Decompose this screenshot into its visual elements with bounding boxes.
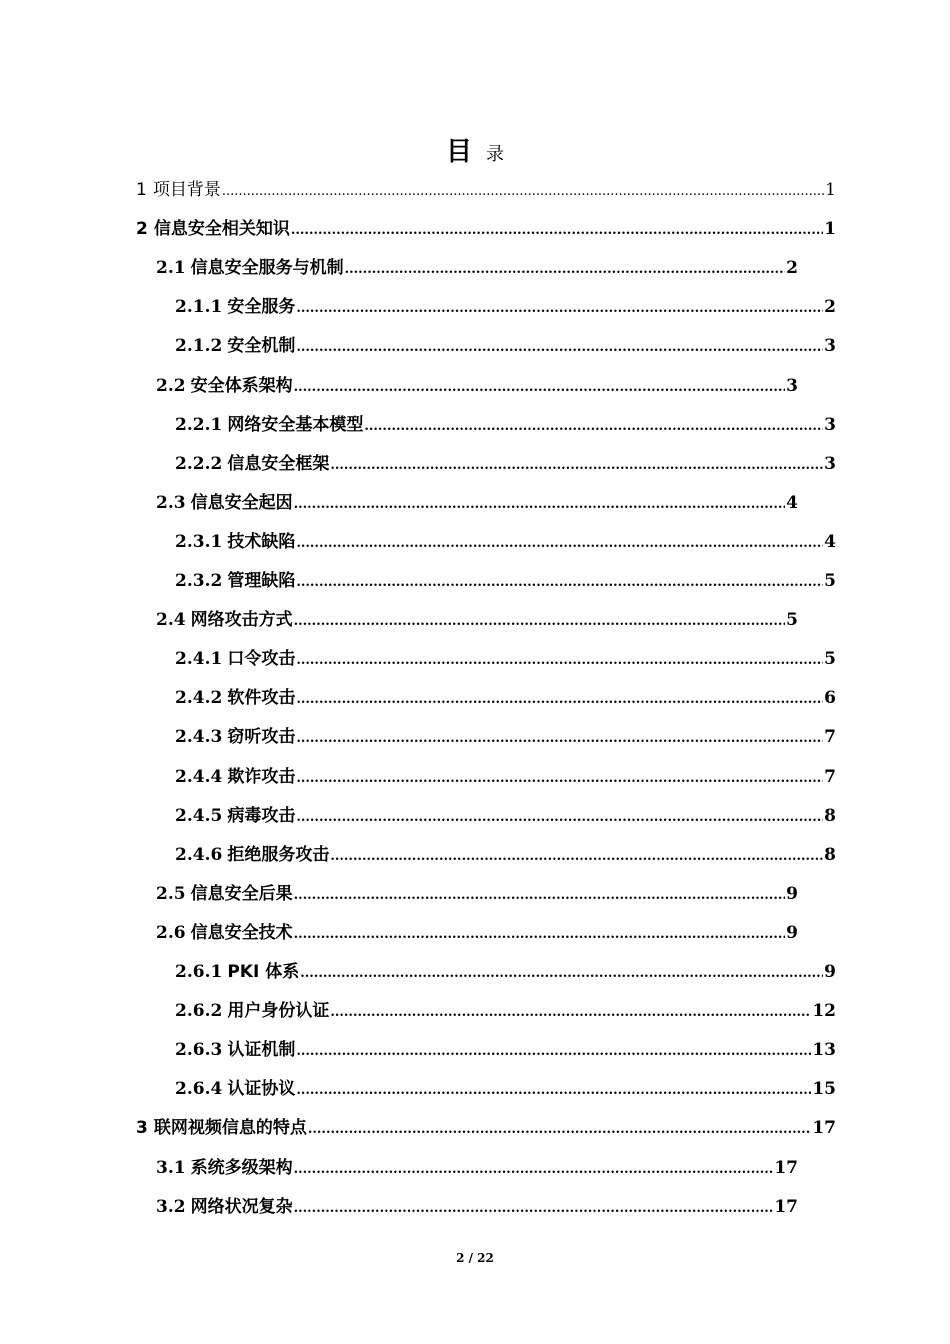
toc-entry-page: 5 bbox=[824, 571, 836, 591]
toc-entry[interactable] bbox=[175, 530, 836, 554]
toc-entry-page: 9 bbox=[786, 883, 798, 904]
toc-entry[interactable] bbox=[156, 256, 798, 280]
toc-entry-label: 窃听攻击 bbox=[227, 727, 296, 748]
toc-entry[interactable] bbox=[136, 1116, 836, 1140]
toc-title-main: 目 bbox=[445, 137, 472, 167]
page-footer: 2 / 22 bbox=[456, 1251, 494, 1265]
toc-entry-label: 技术缺陷 bbox=[227, 531, 296, 552]
toc-entry-number: 2.6.2 bbox=[175, 1001, 223, 1022]
toc-entry[interactable] bbox=[175, 725, 836, 749]
toc-entry-label: 项目背景 bbox=[152, 180, 221, 200]
toc-entry-number: 2.4.1 bbox=[175, 649, 223, 670]
toc-entry-page: 8 bbox=[824, 844, 836, 865]
toc-entry-page: 6 bbox=[824, 688, 836, 709]
toc-entry[interactable] bbox=[156, 608, 798, 632]
toc-dot-leader bbox=[296, 1079, 811, 1103]
toc-entry-label: 信息安全框架 bbox=[227, 453, 330, 474]
toc-entry[interactable] bbox=[156, 374, 798, 398]
toc-entry-label: 信息安全后果 bbox=[190, 883, 293, 904]
toc-entry[interactable] bbox=[175, 295, 836, 319]
toc-dot-leader bbox=[294, 884, 786, 908]
toc-entry-label: 系统多级架构 bbox=[190, 1157, 293, 1178]
toc-title-sub: 录 bbox=[486, 144, 504, 165]
toc-entry-page: 3 bbox=[786, 375, 798, 396]
toc-dot-leader bbox=[330, 845, 823, 869]
toc-entry-page: 9 bbox=[824, 962, 836, 982]
toc-dot-leader bbox=[294, 1158, 774, 1182]
toc-dot-leader bbox=[222, 180, 824, 204]
toc-entry-label: 口令攻击 bbox=[227, 649, 296, 670]
toc-entry-page: 9 bbox=[786, 922, 798, 943]
toc-entry-number: 3 bbox=[136, 1118, 148, 1139]
toc-entry-page: 2 bbox=[786, 258, 798, 279]
toc-entry-page: 17 bbox=[812, 1118, 836, 1139]
toc-entry-page: 15 bbox=[812, 1079, 836, 1100]
toc-entry-label: 认证机制 bbox=[227, 1040, 296, 1061]
toc-entry-label: 安全机制 bbox=[227, 336, 296, 357]
toc-dot-leader bbox=[296, 806, 823, 830]
toc-entry-number: 2.5 bbox=[156, 883, 186, 904]
toc-dot-leader bbox=[300, 962, 823, 986]
toc-entry[interactable] bbox=[156, 491, 798, 515]
toc-entry[interactable] bbox=[175, 334, 836, 358]
toc-entry-page: 3 bbox=[824, 453, 836, 474]
toc-entry[interactable] bbox=[156, 921, 798, 945]
toc-dot-leader bbox=[296, 297, 823, 321]
toc-entry-number: 2.2 bbox=[156, 375, 186, 396]
toc-entry-number: 2.4 bbox=[156, 610, 186, 631]
toc-entry-number: 2.6.1 bbox=[175, 962, 223, 982]
toc-entry[interactable] bbox=[175, 647, 836, 671]
toc-dot-leader bbox=[364, 415, 823, 439]
toc-entry-label: 软件攻击 bbox=[227, 688, 296, 709]
toc-entry-label: 联网视频信息的特点 bbox=[153, 1118, 307, 1139]
toc-entry-number: 2.6 bbox=[156, 922, 186, 943]
toc-dot-leader bbox=[294, 493, 786, 517]
toc-entry[interactable] bbox=[175, 804, 836, 828]
toc-dot-leader bbox=[296, 649, 823, 673]
toc-entry-label: 信息安全技术 bbox=[190, 922, 293, 943]
toc-entry-number: 2.2.2 bbox=[175, 453, 223, 474]
toc-entry-page: 1 bbox=[824, 219, 836, 240]
toc-entry[interactable] bbox=[175, 413, 836, 437]
toc-entry-label: 信息安全相关知识 bbox=[153, 219, 290, 240]
toc-entry-page: 12 bbox=[812, 1001, 836, 1022]
toc-entry-page: 1 bbox=[825, 180, 836, 200]
toc-dot-leader bbox=[296, 532, 823, 556]
toc-entry[interactable] bbox=[175, 843, 836, 867]
toc-entry[interactable] bbox=[175, 1038, 836, 1062]
toc-dot-leader bbox=[296, 571, 823, 595]
toc-entry[interactable] bbox=[156, 1156, 798, 1180]
toc-entry[interactable] bbox=[175, 452, 836, 476]
toc-dot-leader bbox=[296, 1040, 811, 1064]
toc-entry-page: 13 bbox=[812, 1040, 836, 1061]
toc-entry-page: 2 bbox=[824, 297, 836, 318]
toc-dot-leader bbox=[296, 767, 823, 791]
toc-dot-leader bbox=[345, 258, 786, 282]
toc-dot-leader bbox=[294, 923, 786, 947]
toc-entry-page: 8 bbox=[824, 805, 836, 826]
toc-entry-page: 5 bbox=[824, 649, 836, 670]
toc-entry-page: 5 bbox=[786, 610, 798, 631]
toc-entry-page: 7 bbox=[824, 727, 836, 748]
toc-entry-number: 2.6.3 bbox=[175, 1040, 223, 1061]
toc-entry-label: 病毒攻击 bbox=[227, 805, 296, 826]
toc-entry-label: 信息安全起因 bbox=[190, 492, 293, 513]
toc-entry-label: 安全服务 bbox=[227, 297, 296, 318]
toc-entry-label: PKI 体系 bbox=[227, 962, 300, 982]
toc-entry-number: 2.1.2 bbox=[175, 336, 223, 357]
toc-entry-number: 2.4.5 bbox=[175, 805, 223, 826]
toc-dot-leader bbox=[294, 610, 786, 634]
toc-dot-leader bbox=[330, 454, 823, 478]
toc-entry-number: 1 bbox=[136, 180, 147, 200]
toc-entry-page: 7 bbox=[824, 766, 836, 787]
toc-entry-label: 欺诈攻击 bbox=[227, 766, 296, 787]
toc-entry-page: 3 bbox=[824, 336, 836, 357]
toc-entry[interactable] bbox=[156, 882, 798, 906]
toc-entry[interactable] bbox=[136, 178, 836, 202]
toc-entry-label: 网络攻击方式 bbox=[190, 610, 293, 631]
toc-entry[interactable] bbox=[175, 999, 836, 1023]
toc-entry-number: 2.3.1 bbox=[175, 531, 223, 552]
toc-entry-page: 4 bbox=[824, 531, 836, 552]
toc-dot-leader bbox=[330, 1001, 811, 1025]
toc-entry-number: 2.3 bbox=[156, 492, 186, 513]
toc-dot-leader bbox=[296, 727, 823, 751]
toc-entry-number: 2.4.3 bbox=[175, 727, 223, 748]
toc-dot-leader bbox=[291, 219, 823, 243]
toc-entry-label: 管理缺陷 bbox=[227, 571, 296, 591]
toc-entry-label: 认证协议 bbox=[227, 1079, 296, 1100]
toc-entry-number: 2.4.4 bbox=[175, 766, 223, 787]
toc-entry-number: 2.1 bbox=[156, 258, 186, 279]
toc-entry[interactable] bbox=[156, 1195, 798, 1219]
toc-entry-number: 2.6.4 bbox=[175, 1079, 223, 1100]
toc-entry-number: 3.2 bbox=[156, 1196, 186, 1217]
toc-entry-page: 3 bbox=[824, 414, 836, 435]
toc-dot-leader bbox=[294, 1197, 774, 1221]
toc-dot-leader bbox=[294, 376, 786, 400]
toc-entry-label: 网络状况复杂 bbox=[190, 1196, 293, 1217]
toc-entry[interactable] bbox=[175, 686, 836, 710]
toc-entry-label: 拒绝服务攻击 bbox=[227, 844, 330, 865]
toc-entry-page: 17 bbox=[774, 1157, 798, 1178]
toc-entry[interactable] bbox=[175, 1077, 836, 1101]
toc-entry[interactable] bbox=[175, 765, 836, 789]
toc-entry-label: 信息安全服务与机制 bbox=[190, 258, 344, 279]
toc-entry-number: 2.3.2 bbox=[175, 571, 223, 591]
toc-dot-leader bbox=[308, 1118, 811, 1142]
toc-entry-label: 安全体系架构 bbox=[190, 375, 293, 396]
toc-entry-page: 4 bbox=[786, 492, 798, 513]
toc-entry-number: 2 bbox=[136, 219, 148, 240]
toc-entry-number: 2.4.2 bbox=[175, 688, 223, 709]
toc-entry-number: 3.1 bbox=[156, 1157, 186, 1178]
toc-entry-number: 2.2.1 bbox=[175, 414, 223, 435]
toc-dot-leader bbox=[296, 688, 823, 712]
toc-entry-label: 网络安全基本模型 bbox=[227, 414, 364, 435]
toc-entry-label: 用户身份认证 bbox=[227, 1001, 330, 1022]
toc-entry-page: 17 bbox=[774, 1196, 798, 1217]
toc-entry[interactable] bbox=[136, 217, 836, 241]
toc-dot-leader bbox=[296, 336, 823, 360]
toc-entry[interactable] bbox=[175, 569, 836, 593]
toc-entry[interactable] bbox=[175, 960, 836, 984]
toc-entry-number: 2.1.1 bbox=[175, 297, 223, 318]
toc-entry-number: 2.4.6 bbox=[175, 844, 223, 865]
